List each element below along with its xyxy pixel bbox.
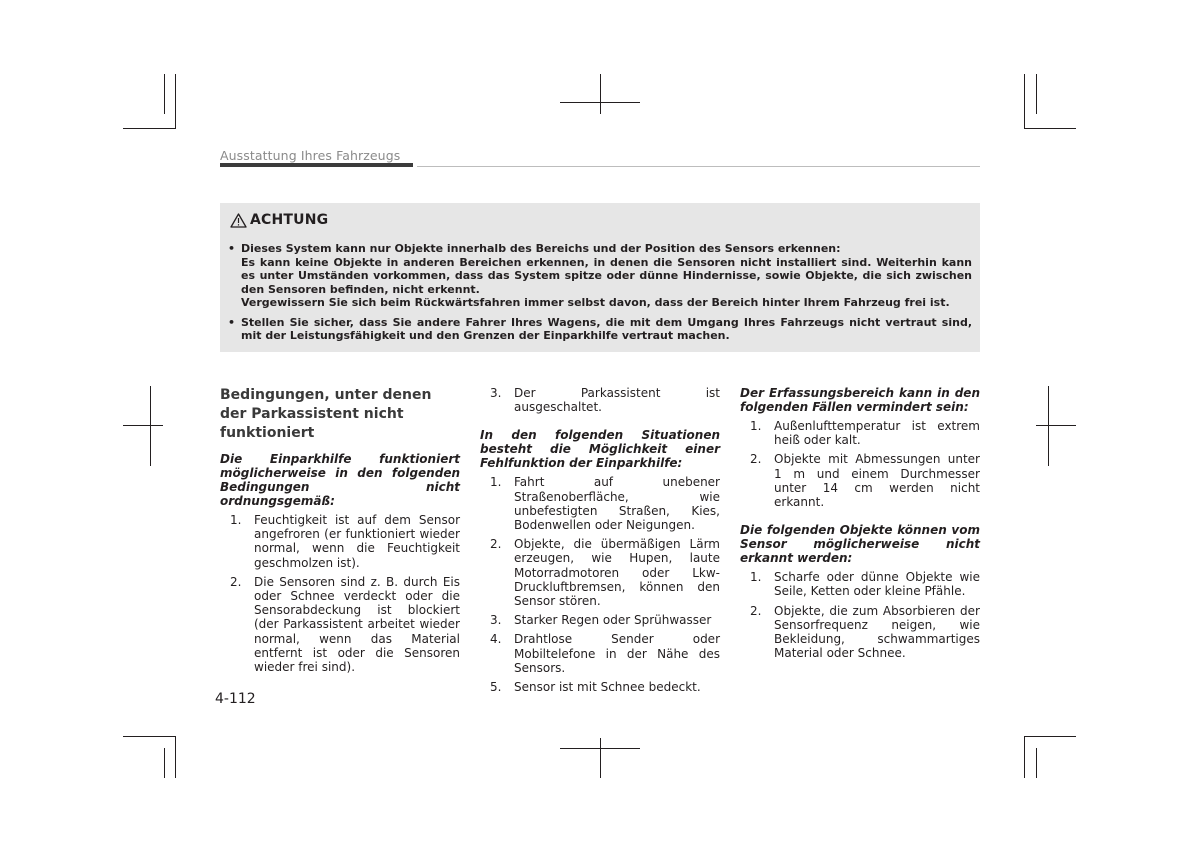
list-item (740, 419, 980, 447)
list-item (480, 386, 720, 414)
list-number: 2. (750, 603, 762, 618)
crop-mark (1024, 128, 1076, 129)
list-number: 1. (490, 475, 502, 490)
page-number: 4-112 (215, 691, 256, 707)
list-text: Objekte, die übermäßigen Lärm erzeugen, wie Hupen, laute Motorradmotoren oder Lkw-Druckluftbremsen, können den Sensor stören. (514, 537, 720, 609)
crop-mark (123, 128, 175, 129)
crop-mark (164, 74, 165, 114)
warning-text: Es kann keine Objekte in anderen Bereichen erkennen, in denen die Sensoren nicht installiert sind. Weiterhin kann es unter Umständen vorkommen, dass das System spitze oder dünne Hindernisse, sowie Objekte, die sich zwischen den Sensoren befinden, nicht erkennt. (241, 255, 972, 296)
numbered-list (220, 513, 460, 674)
crop-mark (1024, 736, 1076, 737)
list-text: Die Sensoren sind z. B. durch Eis oder Schnee verdeckt oder die Sensorabdeckung ist blockiert (der Parkassistent arbeitet wieder normal, wenn das Material entfernt ist oder die Sensoren wieder frei sind). (254, 574, 460, 675)
warning-triangle-icon (230, 213, 247, 228)
subheading: In den folgenden Situationen besteht die Möglichkeit einer Fehlfunktion der Einparkhilfe: (480, 428, 720, 471)
list-item (740, 570, 980, 598)
list-number: 2. (230, 574, 242, 589)
section-heading: Bedingungen, unter denen der Parkassistent nicht funktioniert (220, 387, 432, 441)
numbered-list (740, 570, 980, 660)
list-text: Feuchtigkeit ist auf dem Sensor angefroren (er funktioniert wieder normal, wenn die Feuchtigkeit geschmolzen ist). (254, 513, 460, 570)
list-item (480, 613, 720, 627)
registration-mark (150, 386, 151, 466)
list-item (220, 513, 460, 570)
list-number: 1. (750, 570, 762, 585)
list-text: Objekte, die zum Absorbieren der Sensorfrequenz neigen, wie Bekleidung, schwammartiges Material oder Schnee. (774, 603, 980, 661)
warning-item (230, 242, 972, 310)
crop-mark (164, 748, 165, 778)
crop-mark (175, 736, 176, 778)
list-item (480, 632, 720, 675)
numbered-list (740, 419, 980, 509)
crop-mark (1036, 748, 1037, 778)
list-text: Starker Regen oder Sprühwasser (514, 613, 712, 628)
warning-header (230, 211, 972, 229)
list-text: Drahtlose Sender oder Mobiltelefone in der Nähe des Sensors. (514, 632, 720, 675)
subheading: Der Erfassungsbereich kann in den folgenden Fällen vermindert sein: (740, 386, 980, 414)
warning-item (230, 316, 972, 343)
crop-mark (123, 736, 175, 737)
list-text: Sensor ist mit Schnee bedeckt. (514, 680, 701, 695)
subheading: Die folgenden Objekte können vom Sensor möglicherweise nicht erkannt werden: (740, 523, 980, 566)
list-item (740, 452, 980, 509)
crop-mark (1036, 74, 1037, 114)
header-rule-thin (417, 166, 980, 167)
crop-mark (1024, 736, 1025, 778)
registration-mark (560, 748, 640, 749)
list-item (740, 604, 980, 661)
list-item (220, 575, 460, 674)
warning-box (220, 203, 980, 352)
warning-text: Stellen Sie sicher, dass Sie andere Fahrer Ihres Wagens, die mit dem Umgang Ihres Fahrzeugs nicht vertraut sind, mit der Leistungsfähigkeit und den Grenzen der Einparkhilfe vertraut machen. (241, 315, 972, 342)
registration-mark (560, 102, 640, 103)
list-number: 3. (490, 613, 502, 628)
header-rule-thick (220, 163, 413, 167)
registration-mark (1036, 425, 1076, 426)
list-item (480, 475, 720, 532)
numbered-list (480, 475, 720, 694)
list-number: 3. (490, 386, 502, 400)
list-text: Der Parkassistent ist ausgeschaltet. (514, 386, 720, 415)
list-item (480, 537, 720, 608)
list-text: Objekte mit Abmessungen unter 1 m und einem Durchmesser unter 14 cm werden nicht erkannt. (774, 452, 980, 510)
warning-text: Dieses System kann nur Objekte innerhalb des Bereichs und der Position des Sensors erkennen: (241, 242, 841, 255)
list-number: 2. (490, 537, 502, 552)
list-text: Scharfe oder dünne Objekte wie Seile, Ketten oder kleine Pfähle. (774, 570, 980, 599)
column-2 (480, 386, 720, 699)
crop-mark (175, 74, 176, 129)
list-number: 1. (750, 419, 762, 433)
running-header (220, 148, 980, 170)
list-number: 1. (230, 513, 242, 527)
registration-mark (1048, 386, 1049, 466)
warning-text: Vergewissern Sie sich beim Rückwärtsfahren immer selbst davon, dass der Bereich hinter Ihrem Fahrzeug frei ist. (241, 296, 950, 309)
numbered-list (480, 386, 720, 414)
list-text: Fahrt auf unebener Straßenoberfläche, wie unbefestigten Straßen, Kies, Bodenwellen oder Neigungen. (514, 475, 720, 533)
column-1 (220, 386, 460, 679)
warning-title: ACHTUNG (250, 212, 329, 228)
list-number: 2. (750, 452, 762, 467)
subheading: Die Einparkhilfe funktioniert möglicherweise in den folgenden Bedingungen nicht ordnungsgemäß: (220, 452, 460, 508)
list-text: Außenlufttemperatur ist extrem heiß oder kalt. (774, 419, 980, 448)
list-number: 5. (490, 680, 502, 695)
list-number: 4. (490, 632, 502, 647)
bullet: • (228, 242, 236, 255)
column-3 (740, 386, 980, 665)
registration-mark (600, 74, 601, 114)
section-title: Ausstattung Ihres Fahrzeugs (220, 148, 401, 163)
registration-mark (123, 425, 163, 426)
bullet: • (228, 315, 236, 329)
crop-mark (1024, 74, 1025, 129)
registration-mark (600, 738, 601, 778)
list-item (480, 680, 720, 694)
